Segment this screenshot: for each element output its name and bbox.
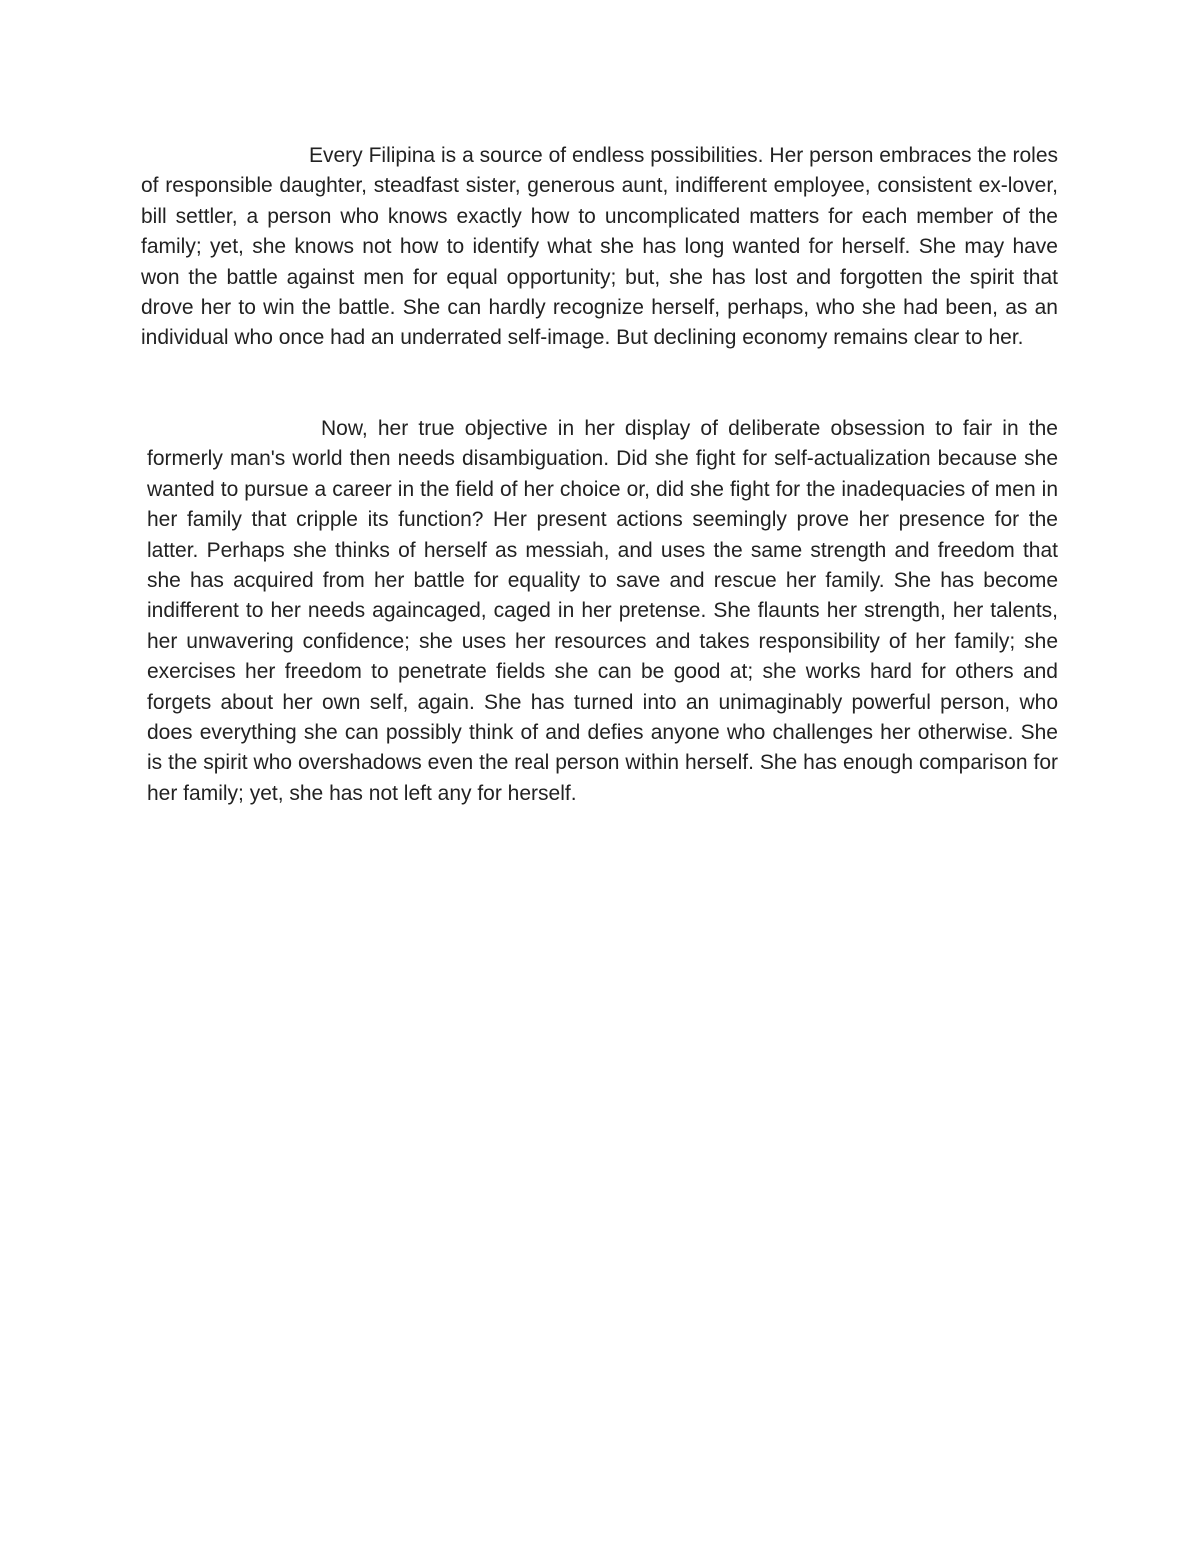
- paragraph-2: Now, her true objective in her display of deliberate obsession to fair in the formerly man's world then needs disambiguation. Did she fight for self-actualization because she wanted to pursue a career in the field of her choice or, did she fight for the inadequacies of men in her family that cripple its function? Her present actions seemingly prove her presence for the latter. Perhaps she thinks of herself as messiah, and uses the same strength and freedom that she has acquired from her battle for equality to save and rescue her family. She has become indifferent to her needs againcaged, caged in her pretense. She flaunts her strength, her talents, her unwavering confidence; she uses her resources and takes responsibility of her family; she exercises her freedom to penetrate fields she can be good at; she works hard for others and forgets about her own self, again. She has turned into an unimaginably powerful person, who does everything she can possibly think of and defies anyone who challenges her otherwise. She is the spirit who overshadows even the real person within herself. She has enough comparison for her family; yet, she has not left any for herself.: [147, 417, 1058, 805]
- paragraph-1: Every Filipina is a source of endless possibilities. Her person embraces the roles of responsible daughter, steadfast sister, generous aunt, indifferent employee, consistent ex-lover, bill settler, a person who knows exactly how to uncomplicated matters for each member of the family; yet, she knows not how to identify what she has long wanted for herself. She may have won the battle against men for equal opportunity; but, she has lost and forgotten the spirit that drove her to win the battle. She can hardly recognize herself, perhaps, who she had been, as an individual who once had an underrated self-image. But declining economy remains clear to her.: [141, 144, 1058, 350]
